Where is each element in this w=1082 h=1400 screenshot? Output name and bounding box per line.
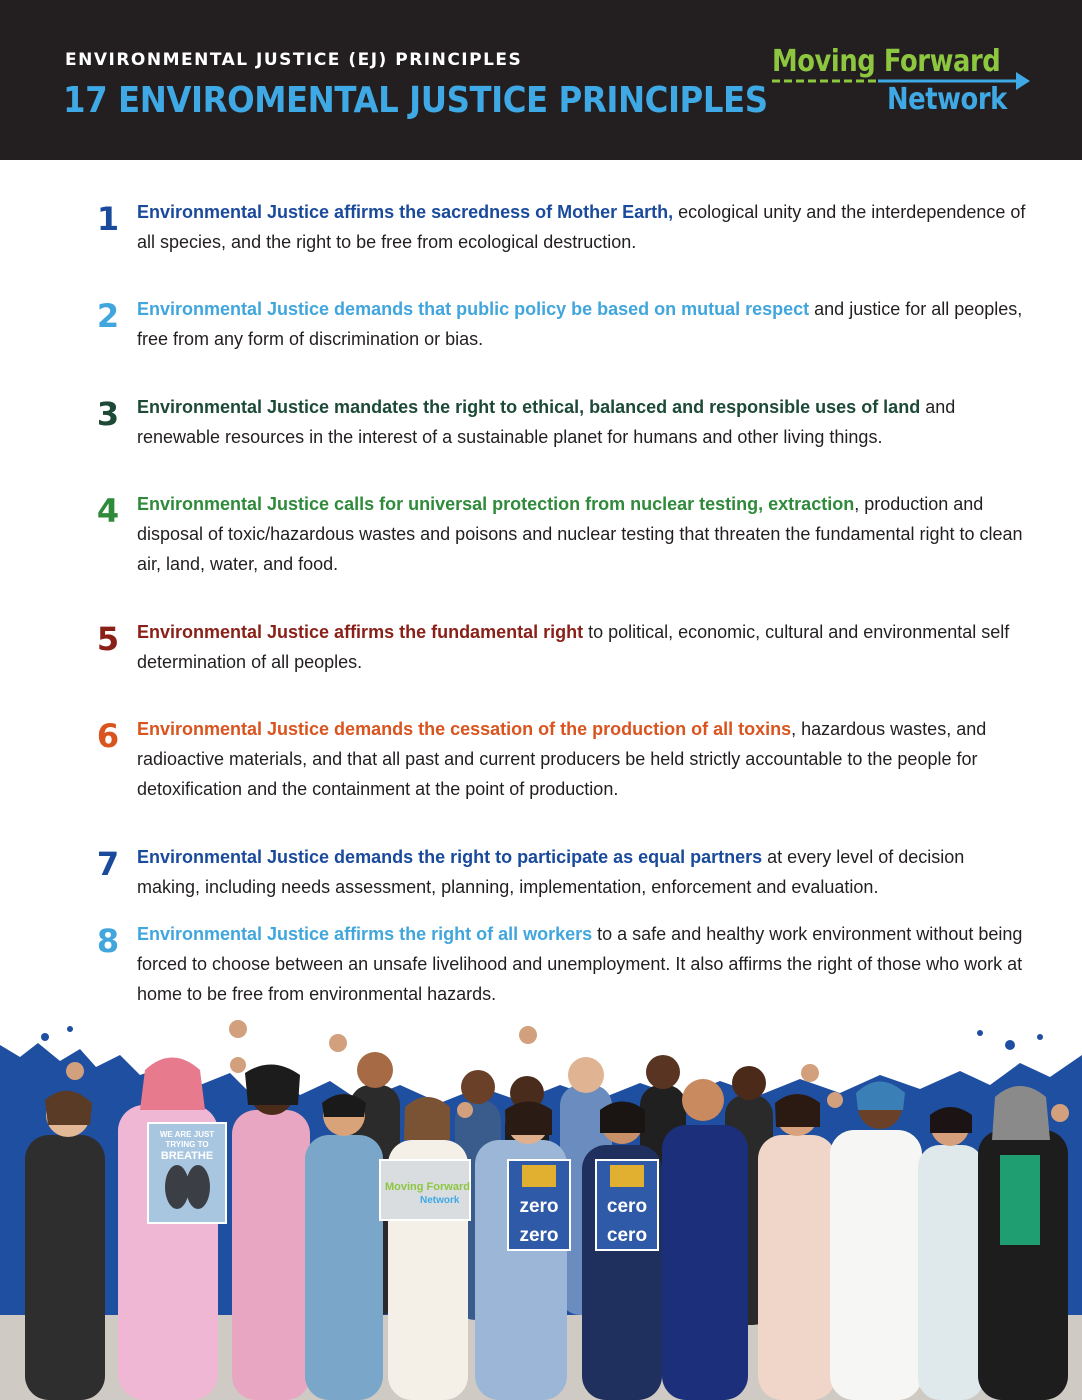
person bbox=[918, 1107, 984, 1400]
principle-text bbox=[137, 392, 1027, 452]
person bbox=[118, 1058, 218, 1400]
principle-number: 5 bbox=[96, 620, 120, 658]
sign-moving-forward-network bbox=[380, 1160, 470, 1220]
principle-text bbox=[137, 294, 1027, 354]
principle-rest: to a safe and healthy work environment without being forced to choose between an unsafe livelihood and unemployment. It also affirms the right of those who work at home to be free from environmental hazards. bbox=[137, 924, 1023, 1004]
principle-text bbox=[137, 842, 1027, 902]
principle-number: 4 bbox=[96, 492, 120, 530]
person bbox=[978, 1086, 1068, 1400]
sign-lungs-line2: TRYING TO bbox=[165, 1140, 209, 1149]
page-title: 17 ENVIROMENTAL JUSTICE PRINCIPLES bbox=[63, 80, 768, 121]
principle-text bbox=[137, 489, 1027, 579]
principle-number: 1 bbox=[96, 200, 120, 238]
group-photo-illustration bbox=[0, 1015, 1082, 1400]
principle-rest: and renewable resources in the interest of a sustainable planet for humans and other living things. bbox=[137, 397, 956, 447]
sign-cero-top: cero bbox=[606, 1196, 648, 1217]
principle-rest: ecological unity and the interdependence of all species, and the right to be free from ecological destruction. bbox=[137, 202, 1026, 252]
principle-rest: , hazardous wastes, and radioactive materials, and that all past and current producers be held strictly accountable to the people for detoxification and the containment at the point of production. bbox=[137, 719, 987, 799]
principle-text bbox=[137, 617, 1027, 677]
principle-lead: Environmental Justice demands the right to participate as equal partners bbox=[137, 847, 763, 867]
sign-zero-top: zero bbox=[519, 1196, 559, 1217]
principle-number: 8 bbox=[96, 922, 120, 960]
principle-lead: Environmental Justice affirms the sacredness of Mother Earth, bbox=[137, 202, 674, 222]
principle-lead: Environmental Justice affirms the right of all workers bbox=[137, 924, 593, 944]
principle-text bbox=[137, 714, 1027, 804]
principle-text bbox=[137, 197, 1027, 257]
principle-lead: Environmental Justice affirms the fundamental right bbox=[137, 622, 584, 642]
principle-number: 3 bbox=[96, 395, 120, 433]
sign-mfn-line1: Moving Forward bbox=[385, 1181, 470, 1193]
principle-rest: and justice for all peoples, free from any form of discrimination or bias. bbox=[137, 299, 1023, 349]
sign-cero-bottom: cero bbox=[606, 1225, 648, 1246]
header-kicker: ENVIRONMENTAL JUSTICE (EJ) PRINCIPLES bbox=[65, 50, 523, 70]
principle-lead: Environmental Justice demands the cessation of the production of all toxins bbox=[137, 719, 792, 739]
principle-rest: at every level of decision making, including needs assessment, planning, implementation, enforcement and evaluation. bbox=[137, 847, 965, 897]
principle-text bbox=[137, 919, 1027, 1009]
sign-zero-bottom: zero bbox=[519, 1225, 559, 1246]
sign-lungs-line3: BREATHE bbox=[160, 1150, 214, 1162]
logo-line2: Network bbox=[887, 82, 1007, 117]
principle-lead: Environmental Justice demands that public policy be based on mutual respect bbox=[137, 299, 810, 319]
principle-rest: , production and disposal of toxic/hazardous wastes and poisons and nuclear testing that threaten the fundamental right to clean air, land, water, and food. bbox=[137, 494, 1023, 574]
person bbox=[232, 1064, 310, 1400]
principle-rest: to political, economic, cultural and environmental self determination of all peoples. bbox=[137, 622, 1010, 672]
principle-lead: Environmental Justice calls for universal protection from nuclear testing, extraction bbox=[137, 494, 855, 514]
sign-lungs-line1: WE ARE JUST bbox=[159, 1130, 215, 1139]
sign-we-are-just-trying-to-breathe bbox=[148, 1123, 226, 1223]
sign-mfn-line2: Network bbox=[420, 1195, 460, 1206]
logo-line1: Moving Forward bbox=[772, 44, 1001, 79]
principle-number: 6 bbox=[96, 717, 120, 755]
principle-number: 7 bbox=[96, 845, 120, 883]
person bbox=[758, 1094, 836, 1400]
page-header bbox=[0, 0, 1082, 160]
sign-cero bbox=[596, 1160, 658, 1250]
person bbox=[305, 1094, 383, 1400]
principle-lead: Environmental Justice mandates the right to ethical, balanced and responsible uses of land bbox=[137, 397, 921, 417]
group-photo bbox=[0, 1015, 1082, 1400]
moving-forward-network-logo bbox=[770, 44, 1035, 122]
principle-number: 2 bbox=[96, 297, 120, 335]
sign-zero bbox=[508, 1160, 570, 1250]
